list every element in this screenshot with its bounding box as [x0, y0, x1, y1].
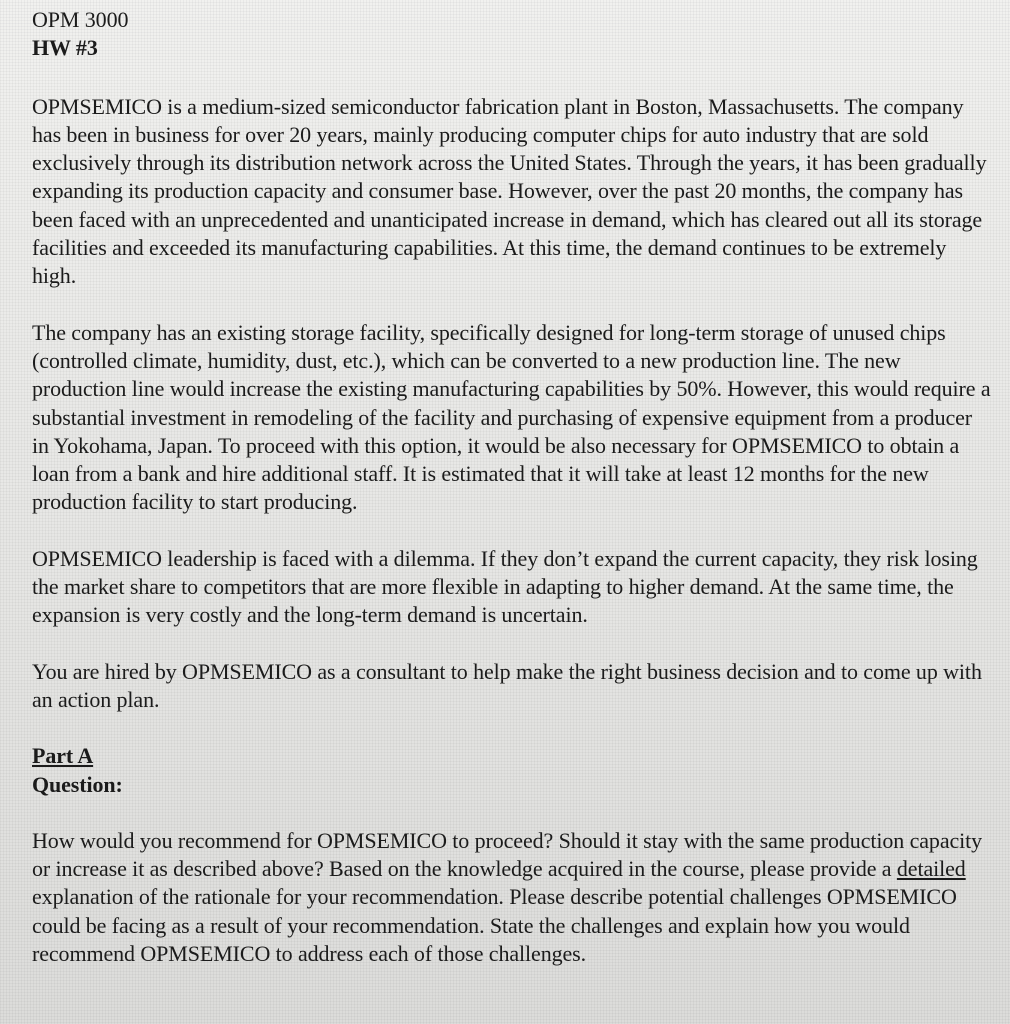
consultant-paragraph: You are hired by OPMSEMICO as a consultant to help make the right business decision and to come up with an action plan.	[32, 658, 982, 712]
storage-facility-paragraph: The company has an existing storage facility, specifically designed for long-term storage of unused chips (controlled climate, humidity, dust, etc.), which can be converted to a new production line. The new production line would increase the existing manufacturing capabilities by 50%. However, this would require a substantial investment in remodeling of the facility and purchasing of expensive equipment from a producer in Yokohama, Japan. To proceed with this option, it would be also necessary for OPMSEMICO to obtain a loan from a bank and hire additional staff. It is estimated that it will take at least 12 months for the new production facility to start producing.	[32, 319, 991, 515]
question-emphasis: detailed	[896, 856, 966, 882]
part-a-label: Part A	[32, 743, 94, 769]
course-code: OPM 3000	[32, 7, 129, 32]
question-text-after: explanation of the rationale for your recommendation. Please describe potential challenges OPMSEMICO could be facing as a result of your recommendation. State the challenges and explain how you would recommend OPMSEMICO to address each of those challenges.	[32, 884, 957, 967]
part-a-heading	[32, 742, 992, 770]
question-paragraph	[32, 827, 992, 968]
question-heading: Question:	[32, 771, 123, 797]
intro-paragraph: OPMSEMICO is a medium-sized semiconductor fabrication plant in Boston, Massachusetts. The company has been in business for over 20 years, mainly producing computer chips for auto industry that are sold exclusively through its distribution network across the United States. Through the years, it has been gradually expanding its production capacity and consumer base. However, over the past 20 months, the company has been faced with an unprecedented and unanticipated increase in demand, which has cleared out all its storage facilities and exceeded its manufacturing capabilities. At this time, the demand continues to be extremely high.	[32, 93, 987, 289]
dilemma-paragraph: OPMSEMICO leadership is faced with a dilemma. If they don’t expand the current capacity, they risk losing the market share to competitors that are more flexible in adapting to higher demand. At the same time, the expansion is very costly and the long-term demand is uncertain.	[32, 545, 978, 628]
question-text-before: How would you recommend for OPMSEMICO to proceed? Should it stay with the same production capacity or increase it as described above? Based on the knowledge acquired in the course, please provide a	[32, 827, 983, 882]
assignment-title: HW #3	[32, 35, 98, 61]
homework-document	[32, 6, 992, 996]
